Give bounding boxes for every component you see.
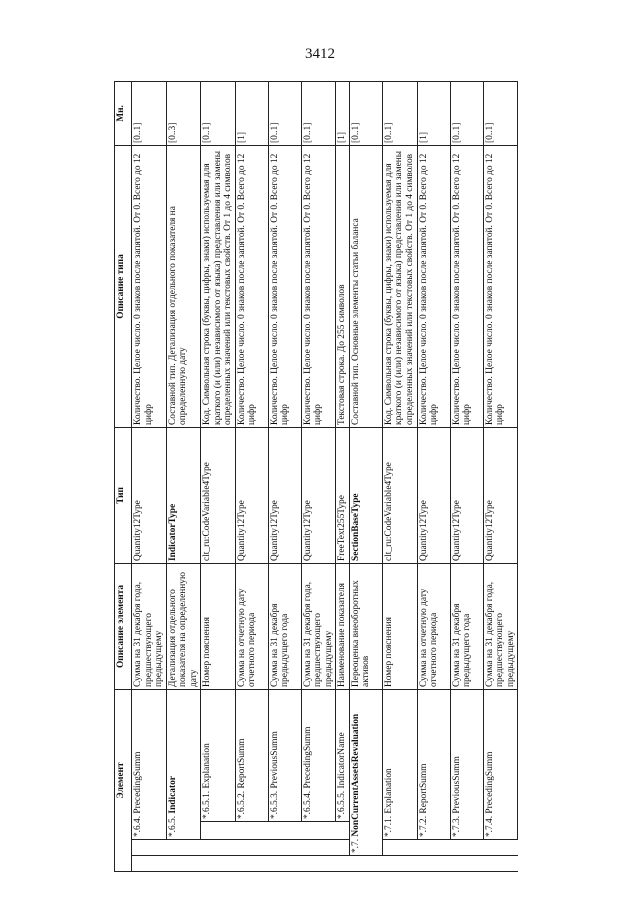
element-name: NonCurrentAssetsRevaluation xyxy=(350,713,361,837)
table-row xyxy=(417,81,450,871)
element-cell xyxy=(301,689,336,821)
element-description: Сумма на отчетную дату отчетного периода xyxy=(417,563,450,689)
multiplicity-cell: [0..1] xyxy=(201,81,236,145)
table-row xyxy=(382,81,417,871)
indent-cell xyxy=(132,856,350,872)
multiplicity-cell: [0..1] xyxy=(450,81,483,145)
element-description: Детализация отдельного показателя на определенную дату xyxy=(166,563,201,689)
type-description: Количество. Целое число. 0 знаков после запятой. От 0. Всего до 12 цифр xyxy=(132,145,167,427)
table-row xyxy=(483,81,518,871)
type-cell: Quantity12Type xyxy=(132,427,167,563)
type-cell: SectionBaseType xyxy=(349,427,382,563)
type-description: Текстовая строка. До 255 символов xyxy=(336,145,350,427)
element-name: ReportSumm xyxy=(236,738,247,789)
type-cell: FreeText255Type xyxy=(336,427,350,563)
element-cell xyxy=(268,689,301,821)
header-element: Элемент xyxy=(115,689,132,871)
multiplicity-cell: [0..1] xyxy=(268,81,301,145)
table-row xyxy=(235,81,268,871)
element-cell xyxy=(132,689,167,839)
multiplicity-cell: [0..1] xyxy=(132,81,167,145)
type-description: Количество. Целое число. 0 знаков после запятой. От 0. Всего до 12 цифр xyxy=(268,145,301,427)
multiplicity-cell: [0..1] xyxy=(301,81,336,145)
element-description: Сумма на отчетную дату отчетного периода xyxy=(235,563,268,689)
element-number: *.7.2. xyxy=(418,815,429,837)
element-name: PreviousSumm xyxy=(269,731,280,789)
indent-cell xyxy=(132,840,350,856)
element-description: Номер пояснения xyxy=(201,563,236,689)
element-description: Сумма на 31 декабря года, предшествующего предыдущему xyxy=(483,563,518,689)
type-cell: Quantity12Type xyxy=(417,427,450,563)
table-row xyxy=(301,81,336,871)
type-description: Количество. Целое число. 0 знаков после запятой. От 0. Всего до 12 цифр xyxy=(235,145,268,427)
element-name: PreviousSumm xyxy=(451,756,462,814)
element-description: Сумма на 31 декабря года, предшествующего предыдущему xyxy=(132,563,167,689)
header-multiplicity: Мн. xyxy=(115,81,132,145)
header-element-description: Описание элемента xyxy=(115,563,132,689)
multiplicity-cell: [0..1] xyxy=(382,81,417,145)
header-type: Тип xyxy=(115,427,132,563)
element-number: *.6.5.4. xyxy=(302,790,313,819)
element-number: *.6.5.2. xyxy=(236,790,247,819)
element-number: *.6.5.5. xyxy=(337,790,348,819)
type-description: Составной тип. Основные элементы статьи баланса xyxy=(349,145,382,427)
type-description: Количество. Целое число. 0 знаков после запятой. От 0. Всего до 12 цифр xyxy=(417,145,450,427)
multiplicity-cell: [1] xyxy=(336,81,350,145)
element-name: PrecedingSumm xyxy=(484,751,495,814)
element-cell xyxy=(336,689,350,821)
page-number: 3412 xyxy=(305,46,335,62)
element-number: *.7.3. xyxy=(451,815,462,837)
element-cell xyxy=(382,689,417,839)
multiplicity-cell: [1] xyxy=(235,81,268,145)
type-description: Количество. Целое число. 0 знаков после запятой. От 0. Всего до 12 цифр xyxy=(483,145,518,427)
element-name: IndicatorName xyxy=(337,732,348,789)
element-cell xyxy=(483,689,518,839)
element-description: Номер пояснения xyxy=(382,563,417,689)
type-cell: Quantity12Type xyxy=(450,427,483,563)
indent-cell xyxy=(382,840,517,856)
multiplicity-cell: [1] xyxy=(417,81,450,145)
element-cell xyxy=(349,689,382,855)
element-cell xyxy=(201,689,236,821)
element-description: Наименование показателя xyxy=(336,563,350,689)
element-description: Сумма на 31 декабря года, предшествующего предыдущему xyxy=(301,563,336,689)
table-row xyxy=(268,81,301,871)
header-type-description: Описание типа xyxy=(115,145,132,427)
type-cell: Quantity12Type xyxy=(268,427,301,563)
element-number: *.7.1. xyxy=(383,815,394,837)
type-description: Количество. Целое число. 0 знаков после запятой. От 0. Всего до 12 цифр xyxy=(301,145,336,427)
type-description: Код. Символьная строка (буквы, цифры, знаки) используемая для краткого (и (или) независимого от языка) представления или замены определенных значений или текстовых свойств. От 1 до 4 символов xyxy=(201,145,236,427)
element-name: Explanation xyxy=(202,743,213,789)
type-cell: clt_ru:CodeVariable4Type xyxy=(382,427,417,563)
rotated-table-wrapper xyxy=(114,82,530,872)
type-description: Количество. Целое число. 0 знаков после запятой. От 0. Всего до 12 цифр xyxy=(450,145,483,427)
element-name: PrecedingSumm xyxy=(133,751,143,814)
table-row xyxy=(201,81,236,871)
multiplicity-cell: [0..3] xyxy=(166,81,201,145)
element-name: PrecedingSumm xyxy=(302,726,313,789)
type-cell: IndicatorType xyxy=(166,427,201,563)
element-number: *.7.4. xyxy=(484,815,495,837)
element-cell xyxy=(235,689,268,821)
type-cell: clt_ru:CodeVariable4Type xyxy=(201,427,236,563)
element-description: Сумма на 31 декабря предыдущего года xyxy=(450,563,483,689)
element-cell xyxy=(166,689,201,839)
document-area xyxy=(114,82,530,872)
indent-cell xyxy=(201,822,350,840)
table-header-row xyxy=(115,81,132,871)
multiplicity-cell: [0..1] xyxy=(349,81,382,145)
element-description: Переоценка внеоборотных активов xyxy=(349,563,382,689)
element-table xyxy=(114,81,518,872)
element-name: ReportSumm xyxy=(418,763,429,814)
element-name: Explanation xyxy=(383,768,394,814)
multiplicity-cell: [0..1] xyxy=(483,81,518,145)
table-row xyxy=(349,81,382,871)
element-description: Сумма на 31 декабря предыдущего года xyxy=(268,563,301,689)
type-cell: Quantity12Type xyxy=(483,427,518,563)
element-number: *.6.5.3. xyxy=(269,790,280,819)
element-number: *.6.5.1. xyxy=(202,790,213,819)
indent-cell xyxy=(349,856,382,872)
type-cell: Quantity12Type xyxy=(235,427,268,563)
element-number: *.7. xyxy=(350,838,361,853)
table-row xyxy=(450,81,483,871)
element-name: Indicator xyxy=(167,776,178,814)
indent-cell xyxy=(382,856,517,872)
type-description: Код. Символьная строка (буквы, цифры, знаки) используемая для краткого (и (или) независимого от языка) представления или замены определенных значений или текстовых свойств. От 1 до 4 символов xyxy=(382,145,417,427)
type-cell: Quantity12Type xyxy=(301,427,336,563)
element-cell xyxy=(417,689,450,839)
type-description: Составной тип. Детализация отдельного показателя на определенную дату xyxy=(166,145,201,427)
table-row xyxy=(336,81,350,871)
element-number: *.6.4. xyxy=(133,815,143,837)
element-number: *.6.5. xyxy=(167,815,178,837)
table-row xyxy=(132,81,167,871)
table-row xyxy=(166,81,201,871)
element-cell xyxy=(450,689,483,839)
